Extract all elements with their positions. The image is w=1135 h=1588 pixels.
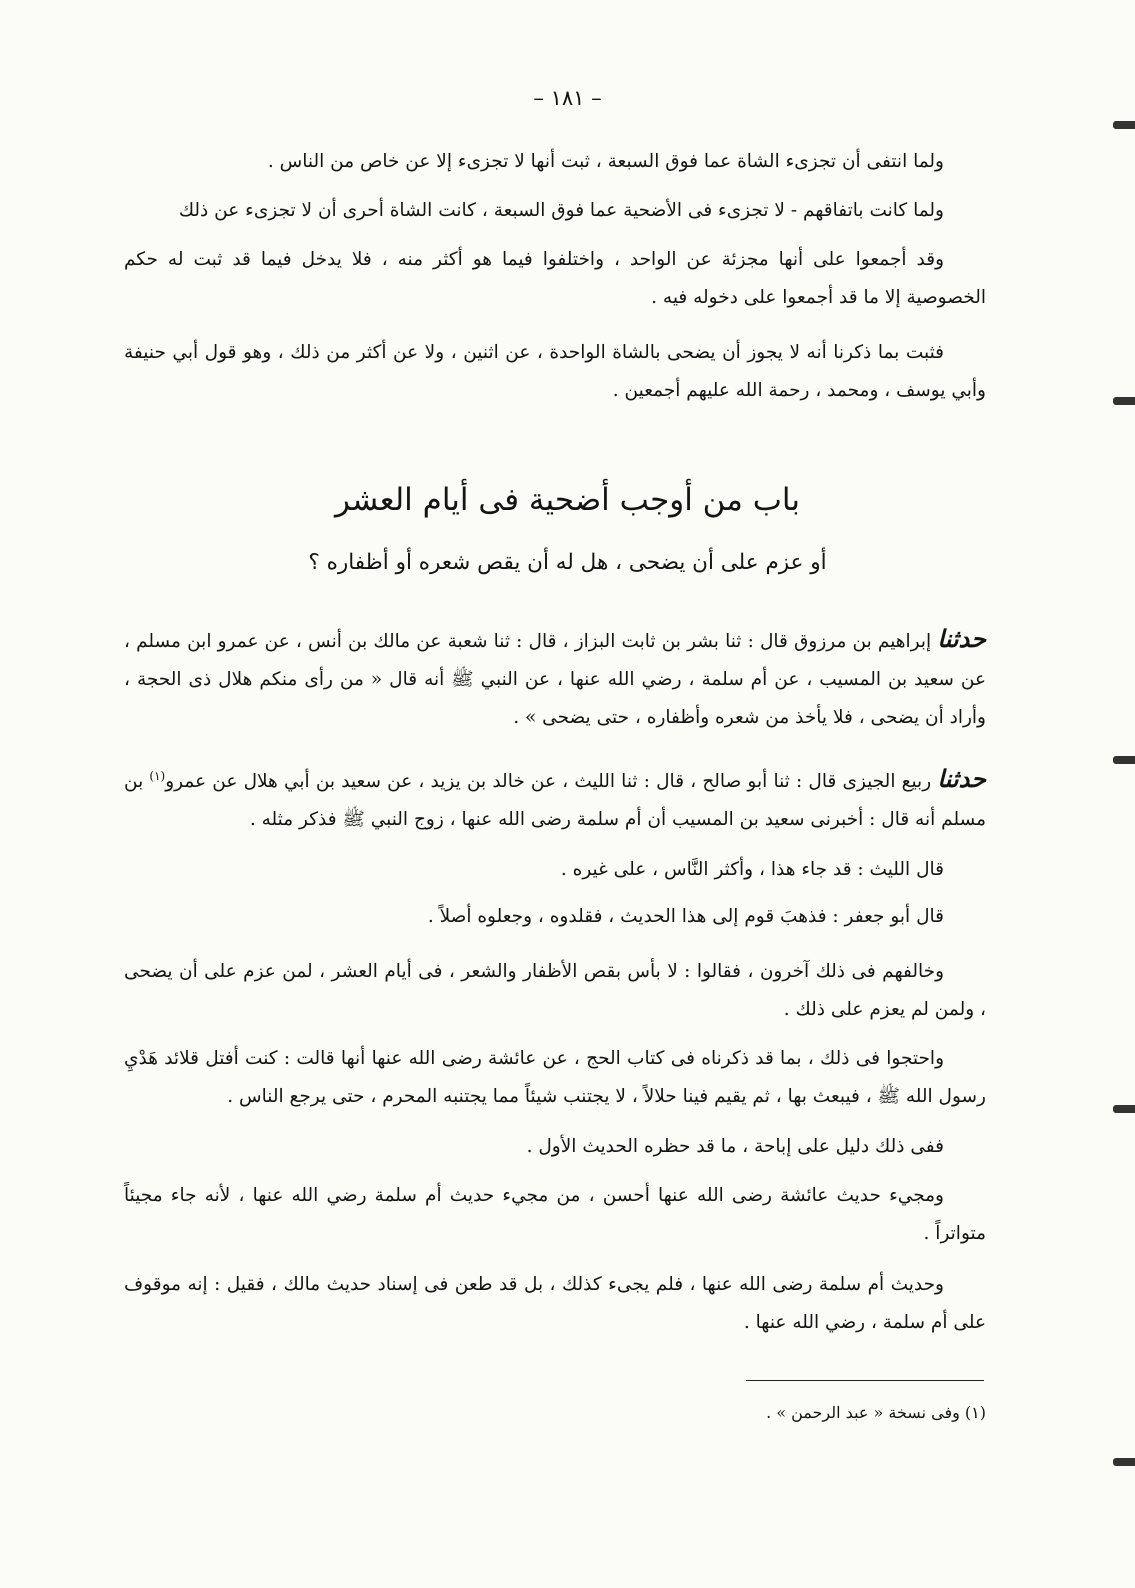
- scan-edge-mark: [1113, 121, 1135, 129]
- hadith-2-text-a: ربيع الجيزى قال : ثنا أبو صالح ، قال : ثنا الليث ، عن خالد بن يزيد ، عن سعيد بن أبي هلال عن عمرو: [165, 771, 932, 793]
- footnote: (١) وفى نسخة « عبد الرحمن » .: [766, 1403, 986, 1422]
- footnote-marker: (١): [149, 769, 166, 783]
- hadith-1-text: إبراهيم بن مرزوق قال : ثنا بشر بن ثابت البزاز ، قال : ثنا شعبة عن مالك بن أنس ، عن عمرو ابن مسلم ، عن سعيد بن المسيب ، عن أم سلمة ، رضي الله عنها ، عن النبي ﷺ أنه قال « من رأى منكم هلال ذى الحجة ، وأراد أن يضحى ، فلا يأخذ من شعره وأظفاره ، حتى يضحى » .: [124, 631, 986, 728]
- paragraph-2: ولما كانت باتفاقهم - لا تجزىء فى الأضحية عما فوق السبعة ، كانت الشاة أحرى أن لا تجزىء عن ذلك: [178, 200, 944, 221]
- scan-edge-mark: [1113, 1105, 1135, 1113]
- hadith-1-lead: حدثنا: [937, 624, 986, 653]
- hadith-1: [124, 620, 986, 737]
- hadith-2-text-b: بن مسلم أنه قال : أخبرنى سعيد بن المسيب أن أم سلمة رضى الله عنها ، زوج النبي ﷺ فذكر مثله .: [124, 771, 986, 831]
- discussion-3: وخالفهم فى ذلك آخرون ، فقالوا : لا بأس بقص الأظفار والشعر ، فى أيام العشر ، لمن عزم على أن يضحى ، ولمن لم يعزم على ذلك .: [124, 961, 986, 1020]
- page-number: – ١٨١ –: [533, 86, 602, 110]
- discussion-5: ففى ذلك دليل على إباحة ، ما قد حظره الحديث الأول .: [526, 1136, 944, 1157]
- discussion-7: وحديث أم سلمة رضى الله عنها ، فلم يجىء كذلك ، بل قد طعن فى إسناد حديث مالك ، فقيل : إنه موقوف على أم سلمة ، رضي الله عنها .: [124, 1274, 986, 1333]
- paragraph-3: وقد أجمعوا على أنها مجزئة عن الواحد ، واختلفوا فيما هو أكثر منه ، فلا يدخل فيما قد ثبت له حكم الخصوصية إلا ما قد أجمعوا على دخوله فيه .: [124, 249, 986, 308]
- paragraph-1: ولما انتفى أن تجزىء الشاة عما فوق السبعة ، ثبت أنها لا تجزىء إلا عن خاص من الناس .: [267, 151, 944, 172]
- discussion-4: واحتجوا فى ذلك ، بما قد ذكرناه فى كتاب الحج ، عن عائشة رضى الله عنها أنها قالت : كنت أفتل قلائد هَدْيِ رسول الله ﷺ ، فيبعث بها ، ثم يقيم فينا حلالاً ، لا يجتنب شيئاً مما يجتنبه المحرم ، حتى يرجع الناس .: [124, 1048, 986, 1107]
- hadith-2-lead: حدثنا: [937, 764, 986, 794]
- discussion-2: قال أبو جعفر : فذهبَ قوم إلى هذا الحديث ، فقلدوه ، وجعلوه أصلاً .: [427, 906, 944, 927]
- discussion-1: قال الليث : قد جاء هذا ، وأكثر النَّاس ، على غيره .: [560, 859, 944, 880]
- scan-edge-mark: [1113, 397, 1135, 405]
- chapter-title: باب من أوجب أضحية فى أيام العشر: [335, 482, 800, 518]
- footnote-divider: [746, 1380, 984, 1381]
- scan-edge-mark: [1113, 756, 1135, 764]
- scan-edge-mark: [1113, 1458, 1135, 1466]
- hadith-2: [124, 757, 986, 839]
- chapter-subtitle: أو عزم على أن يضحى ، هل له أن يقص شعره أو أظفاره ؟: [308, 550, 827, 575]
- discussion-6: ومجيء حديث عائشة رضى الله عنها أحسن ، من مجيء حديث أم سلمة رضي الله عنها ، لأنه جاء مجيئاً متواتراً .: [124, 1185, 986, 1244]
- paragraph-4: فثبت بما ذكرنا أنه لا يجوز أن يضحى بالشاة الواحدة ، عن اثنين ، ولا عن أكثر من ذلك ، وهو قول أبي حنيفة وأبي يوسف ، ومحمد ، رحمة الله عليهم أجمعين .: [124, 342, 986, 401]
